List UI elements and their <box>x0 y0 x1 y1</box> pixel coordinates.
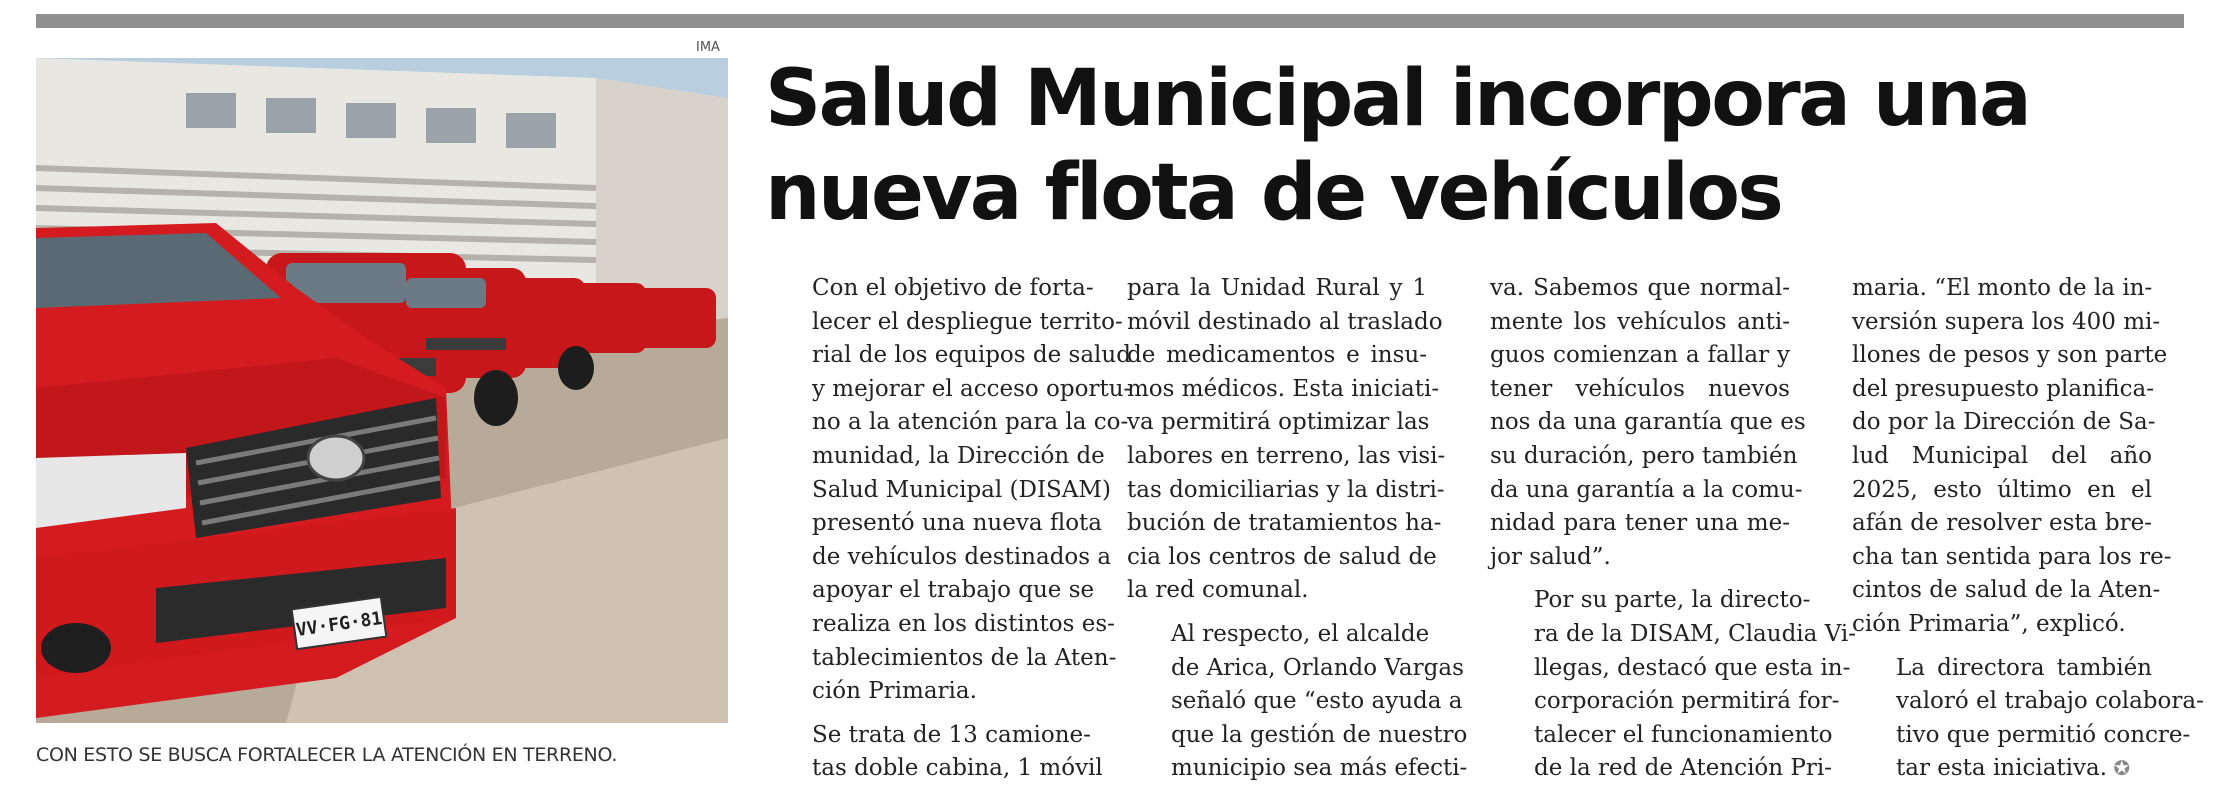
text-line: Se trata de 13 camione- <box>812 721 1091 748</box>
text-line: tar esta iniciativa. ✪ <box>1896 755 2131 782</box>
paragraph <box>1127 618 1468 786</box>
paragraph <box>1127 272 1446 608</box>
text-line: no a la atención para la co- <box>812 409 1129 436</box>
text-line: Salud Municipal (DISAM) <box>812 476 1111 503</box>
text-line: maria. “El monto de la in- <box>1852 275 2153 301</box>
text-line: lecer el despliegue territo- <box>812 308 1123 335</box>
text-line: tivo que permitió concre- <box>1896 721 2191 748</box>
text-line: labores en terreno, las visi- <box>1127 442 1446 469</box>
text-line: ra de la DISAM, Claudia Vi- <box>1534 620 1857 647</box>
paragraph <box>1852 272 2172 642</box>
end-mark-icon: ✪ <box>2107 756 2131 781</box>
paragraph <box>1490 272 1806 574</box>
text-line: guos comienzan a fallar y <box>1490 342 1790 369</box>
text-line: cia los centros de salud de <box>1127 543 1437 570</box>
headline-line-2: nueva flota de vehículos <box>765 148 1782 238</box>
text-line: llones de pesos y son parte <box>1852 342 2168 369</box>
text-line: de medicamentos e insu- <box>1127 342 1427 369</box>
text-line: municipio sea más efecti- <box>1171 755 1468 782</box>
text-line: jor salud”. <box>1490 543 1611 570</box>
text-line: Al respecto, el alcalde <box>1171 620 1430 647</box>
text-line: cha tan sentida para los re- <box>1852 543 2172 570</box>
text-line: va. Sabemos que normal- <box>1490 275 1790 301</box>
text-line: ción Primaria”, explicó. <box>1852 610 2126 637</box>
text-line: nidad para tener una me- <box>1490 510 1790 537</box>
text-line: corporación permitirá for- <box>1534 688 1840 715</box>
text-line: la red comunal. <box>1127 577 1309 604</box>
text-line: que la gestión de nuestro <box>1171 721 1468 748</box>
text-line: da una garantía a la comu- <box>1490 476 1803 503</box>
text-line: rial de los equipos de salud <box>812 342 1131 369</box>
text-line: llegas, destacó que esta in- <box>1534 654 1851 681</box>
text-line: tas domiciliarias y la distri- <box>1127 476 1445 503</box>
text-line: móvil destinado al traslado <box>1127 308 1443 335</box>
text-line: va permitirá optimizar las <box>1127 409 1430 436</box>
text-line: señaló que “esto ayuda a <box>1171 688 1463 715</box>
text-line: su duración, pero también <box>1490 442 1798 469</box>
paragraph <box>768 719 1103 786</box>
text-line: mos médicos. Esta iniciati- <box>1127 375 1440 402</box>
photo-credit: IMA <box>696 40 720 55</box>
text-line: ción Primaria. <box>812 678 977 705</box>
text-line: munidad, la Dirección de <box>812 442 1105 469</box>
text-line: de la red de Atención Pri- <box>1534 755 1832 782</box>
text-line: tener vehículos nuevos <box>1490 375 1790 402</box>
text-line: afán de resolver esta bre- <box>1852 510 2152 537</box>
paragraph <box>1852 652 2204 786</box>
top-rule <box>36 14 2184 28</box>
headline <box>765 52 2185 240</box>
text-line: bución de tratamientos ha- <box>1127 510 1442 537</box>
text-line: y mejorar el acceso oportu- <box>812 375 1132 402</box>
headline-line-1: Salud Municipal incorpora una <box>765 54 2030 144</box>
text-line: tablecimientos de la Aten- <box>812 644 1117 671</box>
paragraph <box>1490 584 1857 786</box>
paragraph <box>768 272 1132 709</box>
text-line: mente los vehículos anti- <box>1490 308 1790 335</box>
text-line: presentó una nueva flota <box>812 510 1103 537</box>
article-column-1 <box>768 272 1132 786</box>
license-plate: VV·FG·81 <box>294 608 384 641</box>
text-line: nos da una garantía que es <box>1490 409 1806 436</box>
text-line: del presupuesto planifica- <box>1852 375 2154 402</box>
text-line: cintos de salud de la Aten- <box>1852 577 2161 604</box>
text-line: do por la Dirección de Sa- <box>1852 409 2156 436</box>
text-line: Con el objetivo de forta- <box>812 275 1094 301</box>
article-column-4 <box>1852 272 2204 786</box>
article-column-3 <box>1490 272 1857 786</box>
article-photo <box>36 58 728 723</box>
text-line: tas doble cabina, 1 móvil <box>812 755 1103 782</box>
text-line: La directora también <box>1896 654 2152 681</box>
text-line: realiza en los distintos es- <box>812 610 1115 637</box>
text-line: de Arica, Orlando Vargas <box>1171 654 1464 681</box>
text-line: de vehículos destinados a <box>812 543 1112 570</box>
text-line: 2025, esto último en el <box>1852 476 2152 503</box>
text-line: valoró el trabajo colabora- <box>1896 688 2204 715</box>
article-column-2 <box>1127 272 1468 786</box>
text-line: para la Unidad Rural y 1 <box>1127 275 1427 301</box>
text-line: lud Municipal del año <box>1852 442 2152 469</box>
text-line: talecer el funcionamiento <box>1534 721 1833 748</box>
photo-caption: CON ESTO SE BUSCA FORTALECER LA ATENCIÓN EN TERRENO. <box>36 744 618 766</box>
text-line: apoyar el trabajo que se <box>812 577 1095 604</box>
text-line: Por su parte, la directo- <box>1534 587 1811 614</box>
text-line: versión supera los 400 mi- <box>1852 308 2161 335</box>
